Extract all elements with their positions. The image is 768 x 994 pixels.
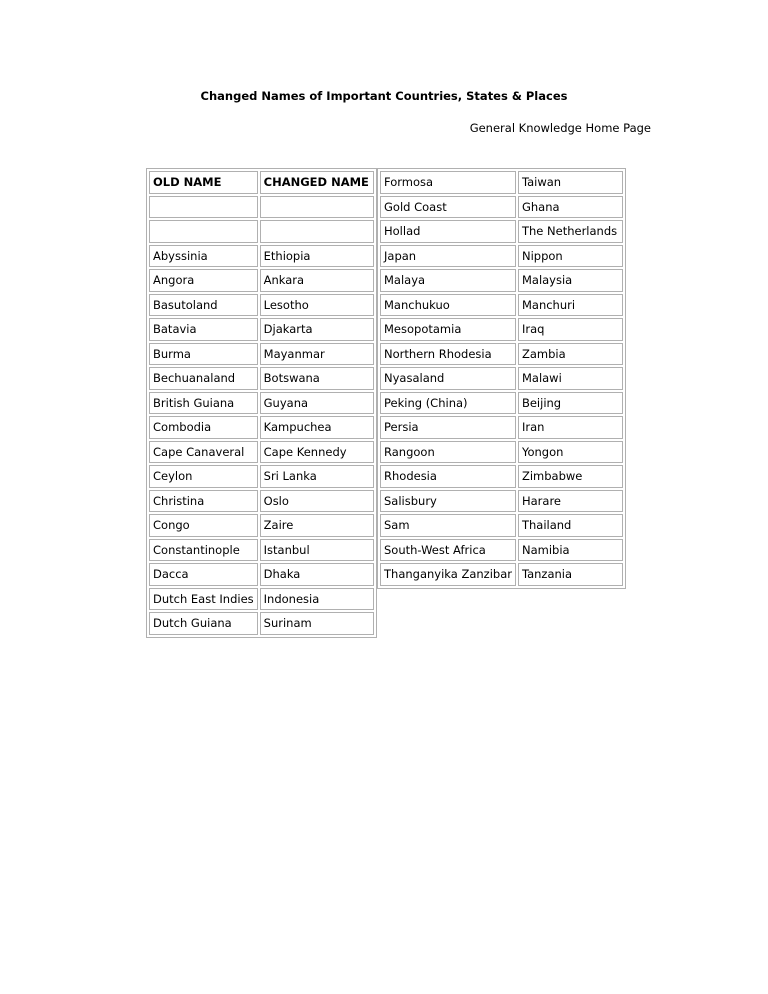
changed-name-header: CHANGED NAME	[260, 171, 374, 194]
changed-name-cell: Kampuchea	[260, 416, 374, 439]
table-row	[380, 465, 623, 488]
table-row	[149, 612, 374, 635]
old-name-cell: Cape Canaveral	[149, 441, 258, 464]
table-row	[149, 269, 374, 292]
changed-name-cell: Malawi	[518, 367, 623, 390]
changed-name-cell: Dhaka	[260, 563, 374, 586]
old-name-cell: British Guiana	[149, 392, 258, 415]
changed-name-cell: Ankara	[260, 269, 374, 292]
old-name-cell: Rangoon	[380, 441, 516, 464]
old-name-cell	[149, 196, 258, 219]
table-row	[380, 171, 623, 194]
old-name-cell: South-West Africa	[380, 539, 516, 562]
changed-name-cell: Surinam	[260, 612, 374, 635]
table-row	[149, 220, 374, 243]
changed-name-cell: Indonesia	[260, 588, 374, 611]
old-name-cell: Hollad	[380, 220, 516, 243]
table-row	[149, 367, 374, 390]
old-name-cell: Northern Rhodesia	[380, 343, 516, 366]
table-header-row	[149, 171, 374, 194]
old-name-cell: Formosa	[380, 171, 516, 194]
old-name-cell: Dacca	[149, 563, 258, 586]
table-row	[380, 514, 623, 537]
old-name-cell: Abyssinia	[149, 245, 258, 268]
changed-name-cell: Beijing	[518, 392, 623, 415]
changed-name-cell: Nippon	[518, 245, 623, 268]
table-row	[380, 343, 623, 366]
table-row	[380, 563, 623, 586]
table-row	[149, 490, 374, 513]
table-row	[149, 343, 374, 366]
old-name-header: OLD NAME	[149, 171, 258, 194]
old-name-cell: Peking (China)	[380, 392, 516, 415]
old-name-cell: Burma	[149, 343, 258, 366]
old-name-cell: Salisbury	[380, 490, 516, 513]
table-row	[380, 441, 623, 464]
changed-name-cell: Ethiopia	[260, 245, 374, 268]
table-row	[380, 220, 623, 243]
table-row	[380, 196, 623, 219]
table-row	[149, 441, 374, 464]
old-name-cell: Rhodesia	[380, 465, 516, 488]
table-row	[149, 514, 374, 537]
changed-name-cell: Cape Kennedy	[260, 441, 374, 464]
page-title: Changed Names of Important Countries, States & Places	[200, 89, 568, 103]
changed-name-cell: Zaire	[260, 514, 374, 537]
old-name-cell: Thanganyika Zanzibar	[380, 563, 516, 586]
changed-name-cell: Lesotho	[260, 294, 374, 317]
right-names-table	[377, 168, 626, 589]
changed-name-cell: Istanbul	[260, 539, 374, 562]
changed-name-cell: Botswana	[260, 367, 374, 390]
table-row	[380, 294, 623, 317]
table-row	[149, 294, 374, 317]
table-row	[380, 416, 623, 439]
table-row	[149, 588, 374, 611]
table-row	[149, 539, 374, 562]
changed-name-cell: Yongon	[518, 441, 623, 464]
table-row	[380, 367, 623, 390]
table-row	[149, 318, 374, 341]
changed-name-cell: Taiwan	[518, 171, 623, 194]
changed-name-cell	[260, 220, 374, 243]
table-row	[380, 269, 623, 292]
changed-name-cell: Tanzania	[518, 563, 623, 586]
old-name-cell: Batavia	[149, 318, 258, 341]
old-name-cell: Dutch Guiana	[149, 612, 258, 635]
table-row	[149, 196, 374, 219]
old-name-cell: Combodia	[149, 416, 258, 439]
table-row	[149, 465, 374, 488]
table-row	[149, 392, 374, 415]
changed-name-cell: Thailand	[518, 514, 623, 537]
old-name-cell: Mesopotamia	[380, 318, 516, 341]
changed-name-cell: Iran	[518, 416, 623, 439]
old-name-cell: Persia	[380, 416, 516, 439]
old-name-cell: Bechuanaland	[149, 367, 258, 390]
table-row	[149, 563, 374, 586]
changed-name-cell: Mayanmar	[260, 343, 374, 366]
old-name-cell: Malaya	[380, 269, 516, 292]
old-name-cell: Angora	[149, 269, 258, 292]
changed-name-cell	[260, 196, 374, 219]
old-name-cell: Nyasaland	[380, 367, 516, 390]
table-row	[380, 318, 623, 341]
changed-name-cell: Harare	[518, 490, 623, 513]
changed-name-cell: Ghana	[518, 196, 623, 219]
old-name-cell: Japan	[380, 245, 516, 268]
table-row	[149, 416, 374, 439]
table-row	[380, 539, 623, 562]
changed-name-cell: Iraq	[518, 318, 623, 341]
old-name-cell	[149, 220, 258, 243]
changed-name-cell: The Netherlands	[518, 220, 623, 243]
changed-name-cell: Zambia	[518, 343, 623, 366]
table-row	[380, 490, 623, 513]
changed-name-cell: Sri Lanka	[260, 465, 374, 488]
old-name-cell: Sam	[380, 514, 516, 537]
old-name-cell: Constantinople	[149, 539, 258, 562]
changed-name-cell: Namibia	[518, 539, 623, 562]
changed-name-cell: Malaysia	[518, 269, 623, 292]
table-row	[380, 392, 623, 415]
old-name-cell: Basutoland	[149, 294, 258, 317]
old-name-cell: Dutch East Indies	[149, 588, 258, 611]
changed-name-cell: Oslo	[260, 490, 374, 513]
home-page-link[interactable]: General Knowledge Home Page	[469, 121, 651, 135]
old-name-cell: Manchukuo	[380, 294, 516, 317]
table-row	[380, 245, 623, 268]
old-name-cell: Gold Coast	[380, 196, 516, 219]
table-row	[149, 245, 374, 268]
changed-name-cell: Zimbabwe	[518, 465, 623, 488]
changed-name-cell: Manchuri	[518, 294, 623, 317]
changed-name-cell: Djakarta	[260, 318, 374, 341]
old-name-cell: Christina	[149, 490, 258, 513]
old-name-cell: Congo	[149, 514, 258, 537]
left-names-table	[146, 168, 377, 638]
old-name-cell: Ceylon	[149, 465, 258, 488]
changed-name-cell: Guyana	[260, 392, 374, 415]
